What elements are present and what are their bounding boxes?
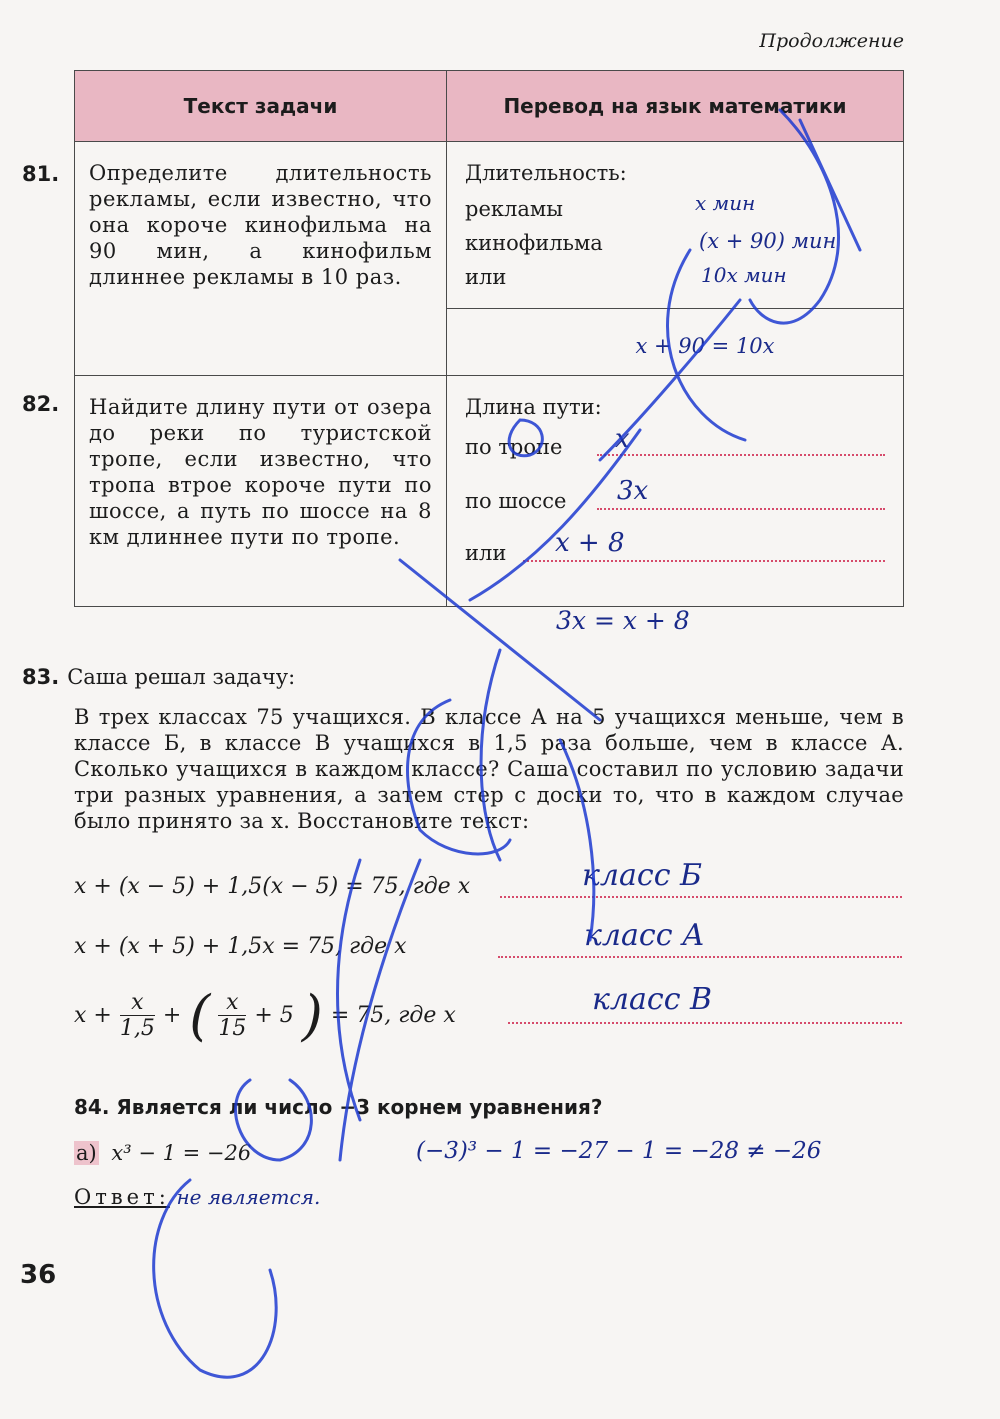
table-row bbox=[75, 376, 904, 607]
continued-label: Продолжение bbox=[759, 30, 904, 52]
problem-83 bbox=[22, 664, 904, 834]
label-or-82: или bbox=[465, 541, 507, 565]
problem-82-text: Найдите длину пути от озера до реки по туристской тропе, если известно, что тропа втрое короче пути по шоссе, а путь по шоссе на 8 км длиннее пути по тропе. bbox=[89, 395, 432, 549]
hw-answer-84a: не является. bbox=[176, 1185, 321, 1209]
label-trail: по тропе bbox=[465, 435, 563, 459]
label-highway: по шоссе bbox=[465, 489, 567, 513]
label-length: Длина пути: bbox=[465, 395, 602, 419]
problem-84-title: 84. Является ли число −3 корнем уравнения? bbox=[74, 1095, 603, 1119]
label-film: кинофильма bbox=[465, 231, 603, 255]
equation-84a: x³ − 1 = −26 bbox=[111, 1141, 252, 1165]
page-number: 36 bbox=[20, 1260, 57, 1290]
hw-answer-eq1: класс Б bbox=[582, 858, 703, 893]
problem-83-number: 83. bbox=[22, 665, 60, 689]
problem-81-number: 81. bbox=[22, 162, 60, 186]
hw-highway-alt: x + 8 bbox=[555, 528, 625, 558]
problem-83-intro: Саша решал задачу: bbox=[67, 665, 296, 689]
hw-answer-eq2: класс А bbox=[584, 918, 705, 953]
hw-ad-duration: x мин bbox=[695, 191, 756, 215]
table-row bbox=[75, 142, 904, 309]
hw-trail: x bbox=[615, 424, 630, 454]
equation-1: x + (x − 5) + 1,5(x − 5) = 75, где x bbox=[74, 874, 471, 899]
tasks-table bbox=[74, 70, 904, 607]
hw-answer-eq3: класс В bbox=[592, 982, 713, 1017]
part-a-label: а) bbox=[76, 1141, 97, 1165]
problem-82-number: 82. bbox=[22, 392, 60, 416]
problem-81-equation: x + 90 = 10x bbox=[635, 334, 775, 358]
table-header-row bbox=[75, 71, 904, 142]
problem-81-text: Определите длительность рекламы, если известно, что она короче кинофильма на 90 мин, а кинофильм длиннее рекламы в 10 раз. bbox=[89, 161, 432, 289]
answer-label: Ответ: bbox=[74, 1185, 170, 1209]
hw-highway: 3x bbox=[617, 476, 649, 506]
hw-equation-82: 3x = x + 8 bbox=[556, 606, 690, 635]
problem-83-text: В трех классах 75 учащихся. В классе А на 5 учащихся меньше, чем в классе Б, в классе В учащихся в 1,5 раза больше, чем в классе А. Сколько учащихся в каждом классе? Саша составил по условию задачи три разных уравнения, а затем стер с доски то, что в каждом случае было принято за x. Восстановите текст: bbox=[74, 705, 904, 833]
hw-calculation-84a: (−3)³ − 1 = −27 − 1 = −28 ≠ −26 bbox=[416, 1138, 822, 1164]
equation-3: x + $\frac{x}{1,5}$ + ( $\frac{x}{15}$ + 5 ) = 75, где x bbox=[74, 984, 456, 1047]
label-or: или bbox=[465, 265, 507, 289]
equation-2: x + (x + 5) + 1,5x = 75, где x bbox=[74, 934, 407, 959]
header-task-text: Текст задачи bbox=[75, 71, 447, 142]
label-duration: Длительность: bbox=[465, 161, 627, 185]
hw-film-duration-alt: 10x мин bbox=[701, 263, 787, 287]
header-math-translation: Перевод на язык математики bbox=[447, 71, 904, 142]
hw-film-duration: (x + 90) мин bbox=[699, 229, 837, 253]
label-ad: рекламы bbox=[465, 197, 563, 221]
